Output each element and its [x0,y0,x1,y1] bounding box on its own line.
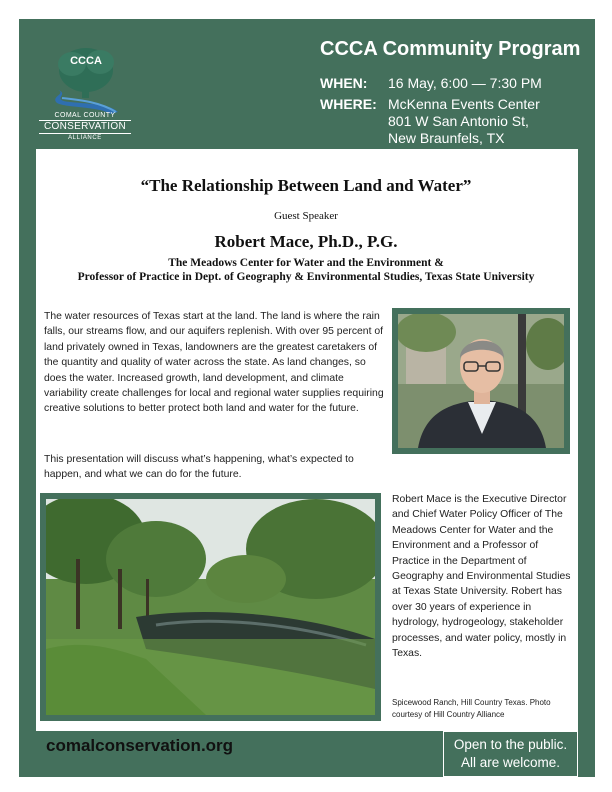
where-line3: New Braunfels, TX [388,130,505,146]
program-title: CCCA Community Program [320,38,581,60]
speaker-photo [398,314,564,448]
where-label: WHERE: [320,96,377,112]
speaker-bio: Robert Mace is the Executive Director and Chief Water Policy Officer of The Meadows Center for Water and the Environment and a Professor of Practice in the Department of Geography and Environmental Studies at Texas State University. Robert has over 30 years of experience in hydrology, hydrogeology, stakeholder processes, and water policy, mostly in Texas. [392,494,571,660]
when-value: 16 May, 6:00 — 7:30 PM [388,75,542,91]
landscape-photo [46,499,375,715]
logo-line3: ALLIANCE [68,135,102,141]
logo-line2: CONSERVATION [39,120,131,134]
affiliation-line1: The Meadows Center for Water and the Environment & [168,257,444,269]
speaker-photo-frame [392,308,570,454]
logo-line1: COMAL COUNTY [54,112,116,119]
where-line1: McKenna Events Center [388,96,540,112]
where-line2: 801 W San Antonio St, [388,113,529,129]
affiliation-line2: Professor of Practice in Dept. of Geography & Environmental Studies, Texas State University [77,271,535,283]
speaker-affiliation [0,256,612,284]
logo-abbr: CCCA [70,55,102,67]
presentation-paragraph: This presentation will discuss what’s happening, what’s expected to happen, and what we can do for the future. [44,454,354,481]
landscape-photo-frame [40,493,381,721]
intro-paragraph: The water resources of Texas start at the land. The land is where the rain falls, our streams flow, and our aquifers replenish. With over 95 percent of land privately owned in Texas, landowners are the greatest caretakers of the quantity and quality of water across the state. As land changes, so does the water. Increased growth, land development, and climate variability create challenges for local and regional water supplies requiring creative solutions to better protect both land and water for the future. [44,311,384,415]
open-line2: All are welcome. [460,755,561,770]
guest-speaker-label: Guest Speaker [274,210,338,222]
speaker-name: Robert Mace, Ph.D., P.G. [214,232,398,251]
photo-caption: Spicewood Ranch, Hill Country Texas. Photo courtesy of Hill Country Alliance [392,698,551,719]
talk-title: “The Relationship Between Land and Water” [140,176,472,195]
website-link[interactable]: comalconservation.org [46,736,234,755]
logo-wordmark [36,112,134,141]
open-line1: Open to the public. [453,737,568,752]
open-to-public-badge [443,731,578,777]
when-label: WHEN: [320,75,368,91]
